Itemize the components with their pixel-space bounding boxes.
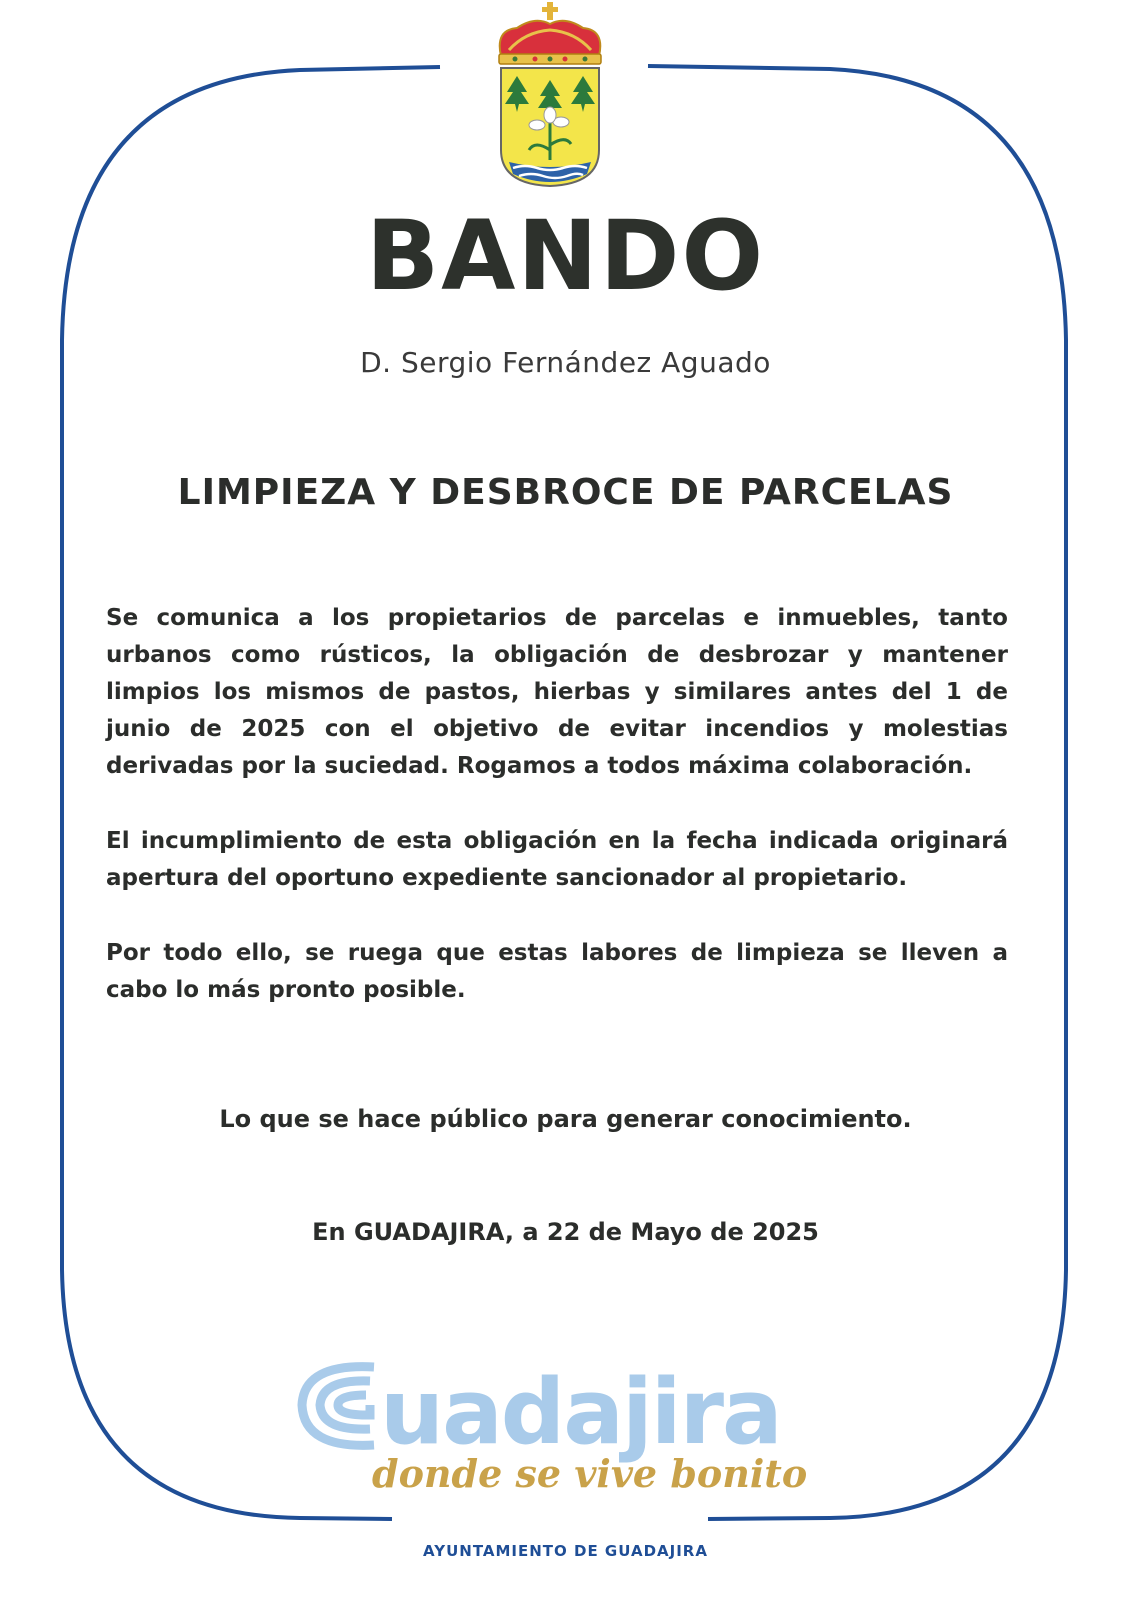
body-paragraph-2: El incumplimiento de esta obligación en la fecha indicada originará apertura del oportuno expediente sancionador al propietario. bbox=[106, 828, 1008, 891]
document-title: BANDO bbox=[365, 200, 766, 312]
place-date: En GUADAJIRA, a 22 de Mayo de 2025 bbox=[312, 1218, 819, 1246]
mayor-name: D. Sergio Fernández Aguado bbox=[360, 346, 771, 379]
svg-text:donde se vive bonito: donde se vive bonito bbox=[372, 1451, 808, 1495]
footer-institution: AYUNTAMIENTO DE GUADAJIRA bbox=[423, 1542, 708, 1560]
subject-heading: LIMPIEZA Y DESBROCE DE PARCELAS bbox=[177, 472, 954, 513]
coat-of-arms-icon bbox=[495, 0, 605, 190]
svg-text:uadajira: uadajira bbox=[380, 1360, 781, 1465]
body-paragraph-3: Por todo ello, se ruega que estas labores de limpieza se lleven a cabo lo más pronto posible. bbox=[106, 940, 1008, 1003]
closing-statement: Lo que se hace público para generar conocimiento. bbox=[219, 1105, 912, 1133]
guadajira-logo bbox=[296, 1355, 836, 1495]
body-paragraph-1: Se comunica a los propietarios de parcelas e inmuebles, tanto urbanos como rústicos, la obligación de desbrozar y mantener limpios los mismos de pastos, hierbas y similares antes del 1 de junio de 2025 con el objetivo de evitar incendios y molestias derivadas por la suciedad. Rogamos a todos máxima colaboración. bbox=[106, 605, 1008, 779]
